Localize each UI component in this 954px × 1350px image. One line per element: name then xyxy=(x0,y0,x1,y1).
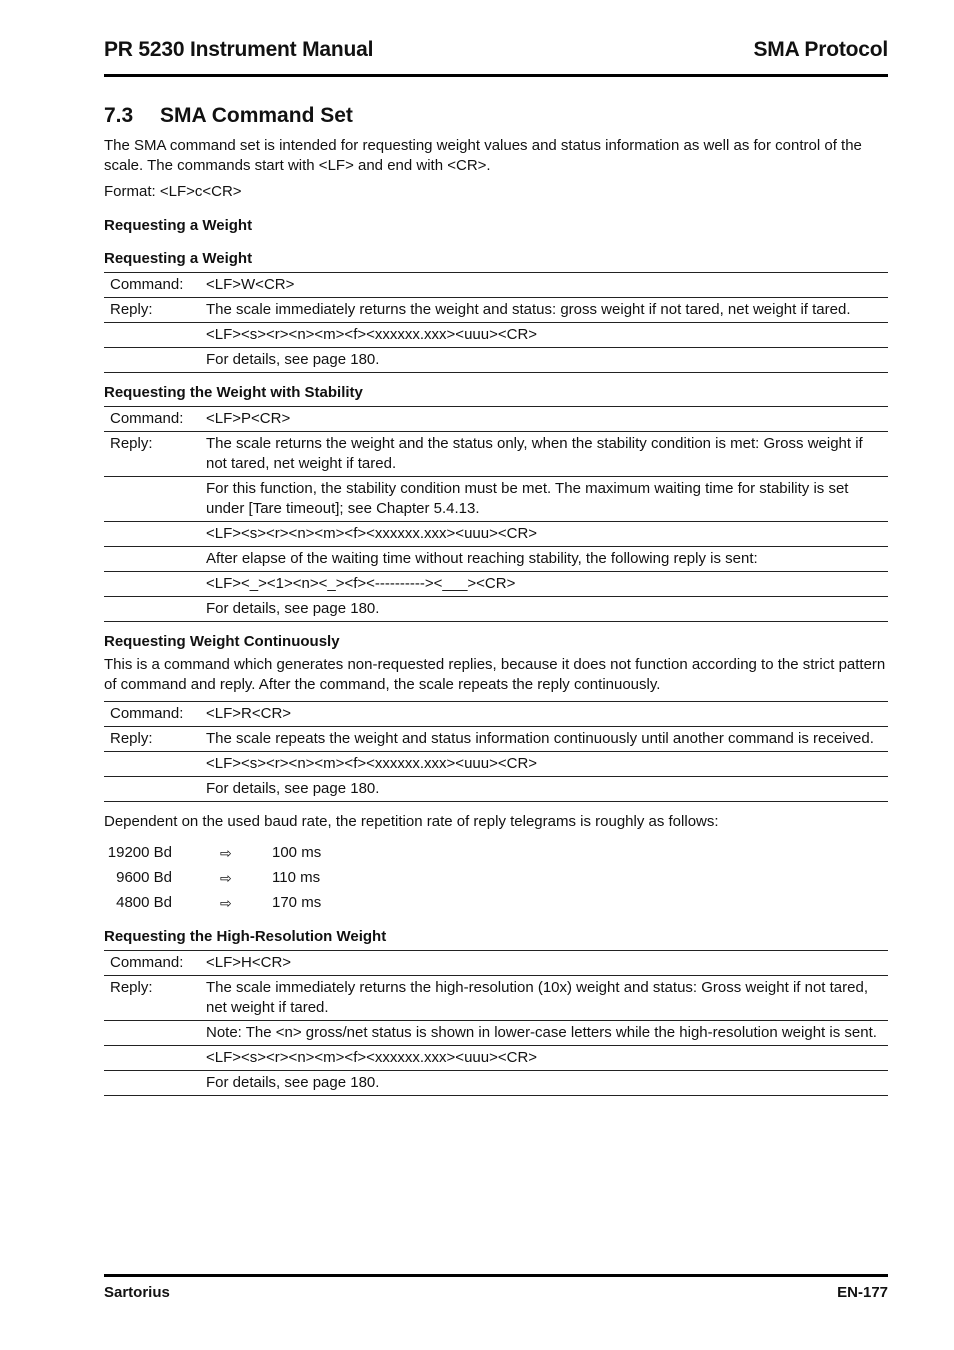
row-key xyxy=(104,348,200,373)
row-value: <LF><s><r><n><m><f><xxxxxx.xxx><uuu><CR> xyxy=(206,326,538,343)
row-value: <LF><s><r><n><m><f><xxxxxx.xxx><uuu><CR> xyxy=(206,1049,538,1066)
company-name: Sartorius xyxy=(104,1283,170,1301)
row-value: The scale returns the weight and the status only, when the stability condition is met: Gross weight if not tared, net weight if tared. xyxy=(206,435,863,472)
row-value: <LF><s><r><n><m><f><xxxxxx.xxx><uuu><CR> xyxy=(206,525,538,542)
row-key xyxy=(104,777,200,802)
command-table xyxy=(104,701,888,802)
table-row xyxy=(104,477,888,522)
row-key xyxy=(104,522,200,547)
page-footer xyxy=(104,1274,888,1307)
format-line: Format: <LF>c<CR> xyxy=(104,183,242,200)
manual-title: PR 5230 Instrument Manual xyxy=(104,38,374,61)
row-value: After elapse of the waiting time without reaching stability, the following reply is sent: xyxy=(206,550,758,567)
row-value: Note: The <n> gross/net status is shown in lower-case letters while the high-resolution weight is sent. xyxy=(206,1024,877,1041)
chapter-title: SMA Protocol xyxy=(753,38,888,61)
table-row xyxy=(104,727,888,752)
table-row xyxy=(104,951,888,976)
table-row xyxy=(104,1046,888,1071)
row-key: Command: xyxy=(110,954,184,971)
section-name: SMA Command Set xyxy=(160,104,353,127)
row-key: Reply: xyxy=(110,301,153,318)
list-item xyxy=(104,840,888,865)
row-key xyxy=(104,752,200,777)
rate-list xyxy=(104,840,888,915)
block-heading: Requesting the Weight with Stability xyxy=(104,384,363,401)
section-number: 7.3 xyxy=(104,104,134,127)
baud-rate: 9600 Bd xyxy=(116,868,172,886)
table-row xyxy=(104,777,888,802)
table-row xyxy=(104,597,888,622)
row-key: Command: xyxy=(110,410,184,427)
repetition-rate: 170 ms xyxy=(272,893,322,911)
row-key xyxy=(104,1021,200,1046)
row-key xyxy=(104,597,200,622)
row-value: <LF>R<CR> xyxy=(206,705,292,722)
table-row xyxy=(104,547,888,572)
list-item xyxy=(104,865,888,890)
table-row xyxy=(104,298,888,323)
row-key xyxy=(104,547,200,572)
block-heading: Requesting a Weight xyxy=(104,250,253,267)
table-row xyxy=(104,976,888,1021)
block-heading: Requesting Weight Continuously xyxy=(104,633,340,650)
command-table xyxy=(104,406,888,622)
table-row xyxy=(104,1021,888,1046)
baud-rate: 4800 Bd xyxy=(116,893,172,911)
row-value: For details, see page 180. xyxy=(206,600,380,617)
repetition-rate: 110 ms xyxy=(272,868,321,886)
page-header xyxy=(104,38,888,77)
row-value: For this function, the stability condition must be met. The maximum waiting time for stability is set under [Tare timeout]; see Chapter 5.4.13. xyxy=(206,480,849,517)
row-key xyxy=(104,1071,200,1096)
subheading: Requesting a Weight xyxy=(104,217,253,234)
row-value: The scale immediately returns the high-resolution (10x) weight and status: Gross weight if not tared, net weight if tared. xyxy=(206,979,868,1016)
row-key: Command: xyxy=(110,276,184,293)
row-key xyxy=(104,323,200,348)
row-key: Command: xyxy=(110,705,184,722)
row-key: Reply: xyxy=(110,730,153,747)
block-heading: Requesting the High-Resolution Weight xyxy=(104,928,387,945)
row-key xyxy=(104,477,200,522)
table-row xyxy=(104,522,888,547)
list-item xyxy=(104,890,888,915)
row-value: The scale immediately returns the weight and status: gross weight if not tared, net weight if tared. xyxy=(206,301,851,318)
arrow-right-icon: ⇨ xyxy=(220,894,232,911)
row-value: <LF>W<CR> xyxy=(206,276,295,293)
block-description: This is a command which generates non-requested replies, because it does not function according to the strict pattern of command and reply. After the command, the scale repeats the reply continuously. xyxy=(104,656,886,693)
row-key: Reply: xyxy=(110,979,153,996)
baud-rate: 19200 Bd xyxy=(107,843,172,861)
arrow-right-icon: ⇨ xyxy=(220,869,232,886)
table-row xyxy=(104,572,888,597)
row-value: <LF><s><r><n><m><f><xxxxxx.xxx><uuu><CR> xyxy=(206,755,538,772)
row-value: <LF>H<CR> xyxy=(206,954,292,971)
table-row xyxy=(104,1071,888,1096)
command-table xyxy=(104,272,888,373)
row-value: For details, see page 180. xyxy=(206,351,380,368)
section-intro: The SMA command set is intended for requesting weight values and status information as well as for control of the scale. The commands start with <LF> and end with <CR>. xyxy=(104,137,862,174)
row-value: For details, see page 180. xyxy=(206,780,380,797)
row-value: <LF>P<CR> xyxy=(206,410,291,427)
row-value: The scale repeats the weight and status information continuously until another command is received. xyxy=(206,730,874,747)
table-row xyxy=(104,407,888,432)
table-row xyxy=(104,432,888,477)
rate-intro: Dependent on the used baud rate, the repetition rate of reply telegrams is roughly as follows: xyxy=(104,813,719,830)
row-value: For details, see page 180. xyxy=(206,1074,380,1091)
row-key xyxy=(104,1046,200,1071)
row-key xyxy=(104,572,200,597)
table-row xyxy=(104,702,888,727)
command-table xyxy=(104,950,888,1096)
page-number: EN-177 xyxy=(837,1283,888,1301)
arrow-right-icon: ⇨ xyxy=(220,844,232,861)
section-title xyxy=(104,106,888,126)
table-row xyxy=(104,752,888,777)
row-key: Reply: xyxy=(110,435,153,452)
main-content xyxy=(104,106,888,1106)
table-row xyxy=(104,273,888,298)
repetition-rate: 100 ms xyxy=(272,843,322,861)
row-value: <LF><_><1><n><_><f><----------><___><CR> xyxy=(206,575,516,592)
table-row xyxy=(104,348,888,373)
table-row xyxy=(104,323,888,348)
